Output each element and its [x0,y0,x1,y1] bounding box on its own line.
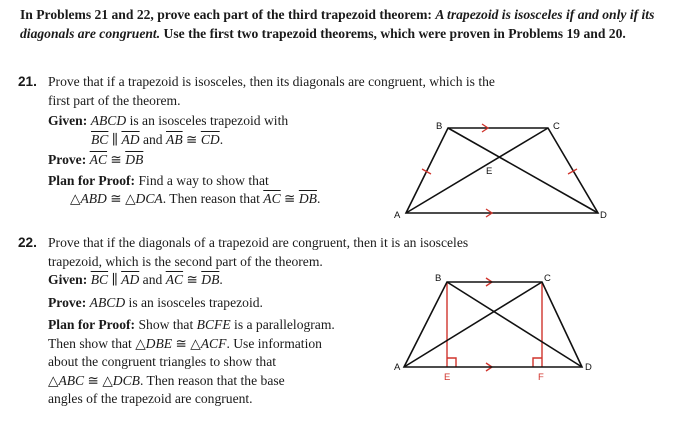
congruent-symbol: ≅ [182,131,201,147]
p21-plan-mid: . Then reason that [162,191,264,206]
and-word: and [139,131,167,147]
p22-given-label: Given: [48,272,88,287]
and-word: and [139,272,166,287]
congruent-symbol: ≅ [172,335,191,351]
p22-statement-line2: trapezoid, which is the second part of the theorem. [48,253,323,269]
problem-number-22: 22. [18,235,37,250]
congruent-symbol: ≅ [183,272,202,287]
p22-plan-text4: . Use information [226,335,322,351]
problem-number-21: 21. [18,74,37,89]
congruent-symbol: ≅ [107,152,126,167]
right-angle-e [447,358,456,367]
trapezoid-diagram-22 [392,272,602,386]
p22-plan-label: Plan for Proof: [48,317,136,332]
point-e-label: E [486,166,493,177]
period: . [219,272,223,287]
p22-plan-text5: . Then reason that the base [139,372,285,388]
seg-ac: $\overline{AC}$ [263,191,281,206]
vertex-d-label-22: D [585,362,592,373]
seg-ad: $\overline{AD}$ [121,272,140,287]
tri-abc: △ABC [48,372,85,388]
point-f-label-22: F [538,372,544,383]
p21-given-text: is an isosceles trapezoid with [126,113,289,128]
seg-ab: $\overline{AB}$ [166,131,183,147]
vertex-b-label: B [436,121,443,132]
p22-plan-line5: angles of the trapezoid are congruent. [48,391,253,406]
p22-statement-line1: Prove that if the diagonals of a trapezoid are congruent, then it is an isosceles [48,235,469,250]
trapezoid-abcd [406,128,598,213]
p21-given-abcd: ABCD [90,113,127,128]
congruent-symbol: ≅ [106,191,126,206]
seg-cd: $\overline{CD}$ [200,131,220,147]
point-e-label-22: E [444,372,451,383]
trapezoid-abcd-22 [404,282,582,367]
p22-plan-text3: Then show that [48,335,136,351]
p22-prove-text: is an isosceles trapezoid. [125,294,263,310]
intro-bold-end: Use the first two trapezoid theorems, which were proven in Problems 19 and 20. [160,25,626,41]
vertex-a-label-22: A [394,362,401,373]
p21-given-label: Given: [48,113,88,128]
p22-plan-bcfe: BCFE [196,317,231,332]
theorem-statement: A trapezoid is isosceles if and only if its diagonals are congruent. [20,7,655,41]
period: . [316,191,321,206]
p21-prove-label: Prove: [48,152,87,167]
p21-plan-line1: Find a way to show that [135,172,269,188]
tri-acf: △ACF [190,335,227,351]
p22-prove-label: Prove: [48,294,87,310]
seg-db: $\overline{DB}$ [125,152,144,167]
period: . [219,131,224,147]
tri-dbe: △DBE [135,335,173,351]
tri-dca: △DCA [125,191,163,206]
seg-bc: $\overline{BC}$ [90,272,109,287]
vertex-d-label: D [600,210,607,221]
vertex-c-label-22: C [544,273,551,284]
parallel-symbol: ∥ [108,272,122,287]
seg-ac: $\overline{AC}$ [89,152,108,167]
right-angle-f [533,358,542,367]
seg-db: $\overline{DB}$ [298,191,317,206]
tri-dcb: △DCB [102,372,140,388]
seg-ac: $\overline{AC}$ [165,272,184,287]
seg-bc: $\overline{BC}$ [91,131,109,147]
p21-statement-line1: Prove that if a trapezoid is isosceles, then its diagonals are congruent, which is the [48,74,495,89]
vertex-b-label-22: B [435,273,442,284]
vertex-c-label: C [553,121,560,132]
trapezoid-diagram-21 [388,118,610,222]
intro-paragraph [20,6,680,43]
seg-ad: $\overline{AD}$ [121,131,140,147]
tri-abd: △ABD [70,191,107,206]
vertex-a-label: A [394,210,401,221]
congruent-symbol: ≅ [280,191,299,206]
p22-plan-line3: about the congruent triangles to show that [48,354,277,369]
parallel-symbol: ∥ [108,131,122,147]
p22-prove-abcd: ABCD [89,294,126,310]
intro-bold-start: In Problems 21 and 22, prove each part of the third trapezoid theorem: [20,7,436,22]
p21-statement-line2: first part of the theorem. [48,92,181,108]
congruent-symbol: ≅ [84,372,103,388]
p21-plan-label: Plan for Proof: [48,172,136,188]
p22-plan-text: Show that [135,317,197,332]
p22-plan-text2: is a parallelogram. [230,317,335,332]
seg-db: $\overline{DB}$ [201,272,220,287]
